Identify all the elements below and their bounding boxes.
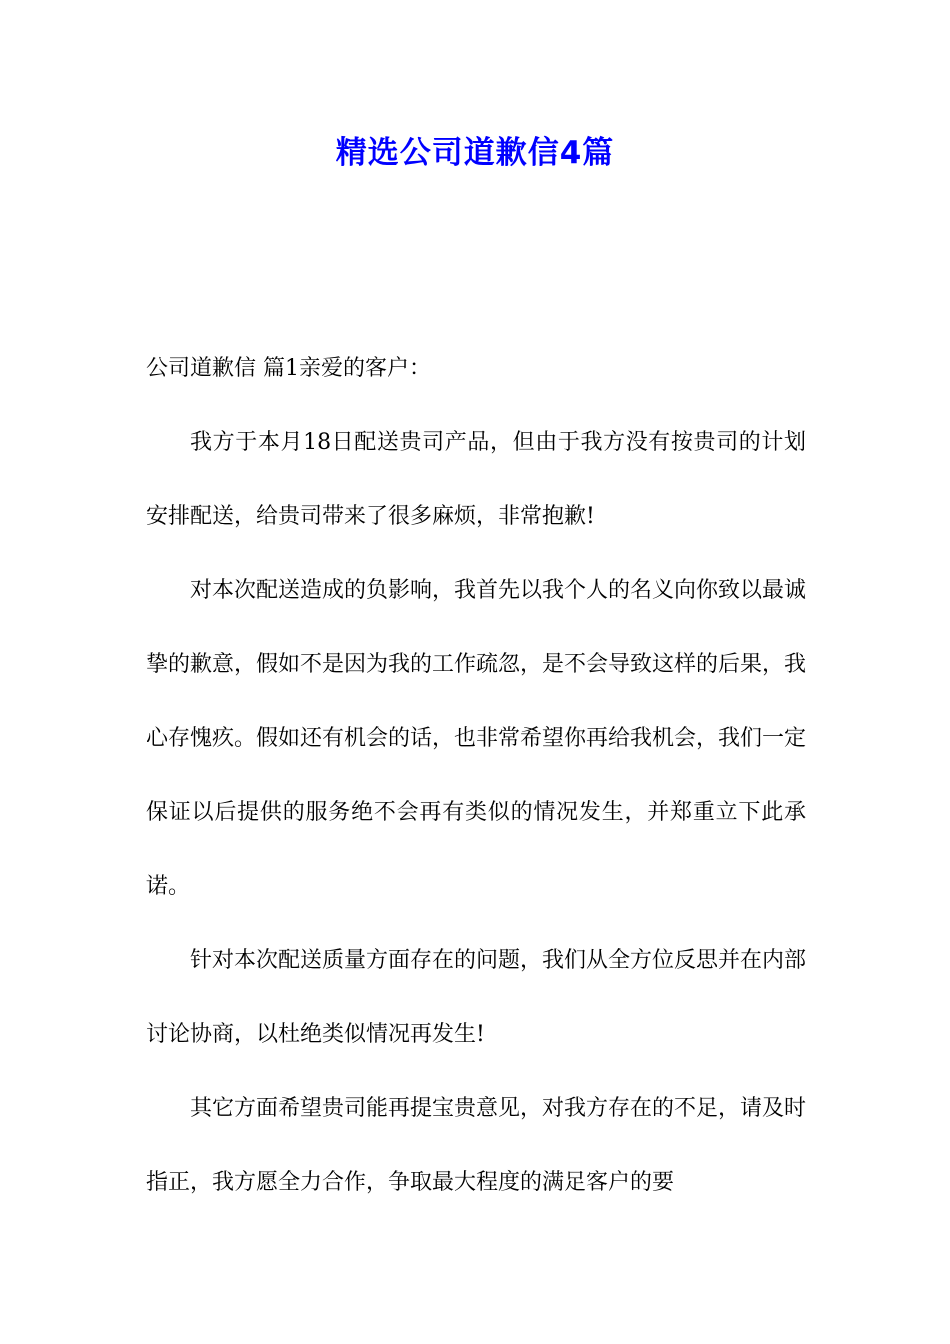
- body-paragraph-3: 针对本次配送质量方面存在的问题，我们从全方位反思并在内部讨论协商，以杜绝类似情况再发生!: [146, 948, 807, 1047]
- body-paragraph-4: 其它方面希望贵司能再提宝贵意见，对我方存在的不足，请及时指正，我方愿全力合作，争取最大程度的满足客户的要: [146, 1096, 807, 1195]
- document-title: 精选公司道歉信4篇: [335, 135, 615, 171]
- body-paragraph-2: 对本次配送造成的负影响，我首先以我个人的名义向你致以最诚挚的歉意，假如不是因为我的工作疏忽，是不会导致这样的后果，我心存愧疚。假如还有机会的话，也非常希望你再给我机会，我们一定保证以后提供的服务绝不会再有类似的情况发生，并郑重立下此承诺。: [146, 578, 807, 899]
- document-body: [146, 332, 806, 1220]
- salutation-paragraph: 公司道歉信 篇1亲爱的客户：: [146, 356, 431, 381]
- body-paragraph-1: 我方于本月18日配送贵司产品，但由于我方没有按贵司的计划安排配送，给贵司带来了很多麻烦，非常抱歉!: [146, 430, 806, 529]
